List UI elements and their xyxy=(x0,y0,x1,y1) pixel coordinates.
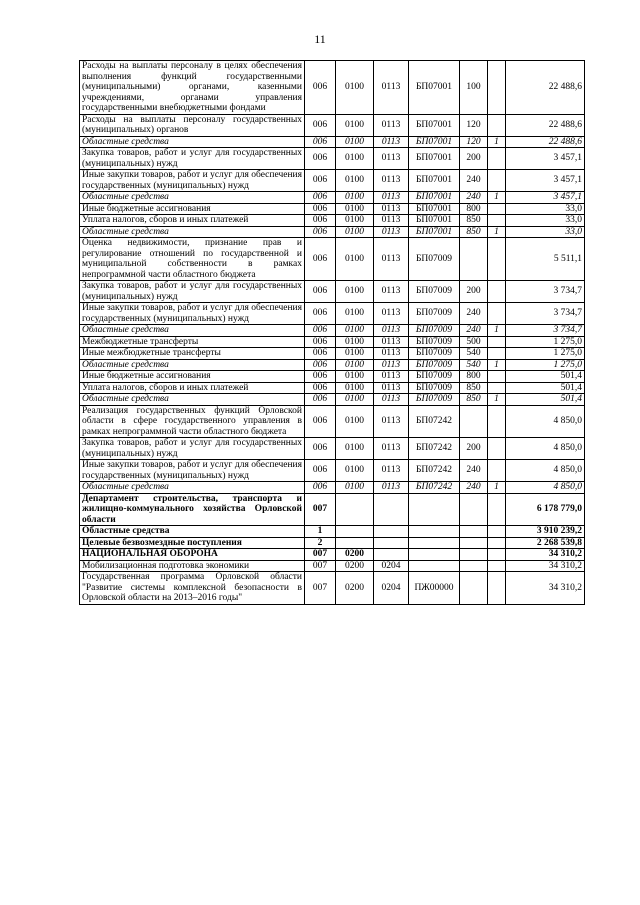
expense-type-code: 240 xyxy=(460,325,488,337)
funding-source-code xyxy=(488,549,506,561)
subsection-code xyxy=(374,493,409,526)
target-article-code: БП07242 xyxy=(409,482,460,494)
amount: 6 178 779,0 xyxy=(506,493,585,526)
section-code xyxy=(336,493,374,526)
expense-type-code: 800 xyxy=(460,203,488,215)
target-article-code: БП07001 xyxy=(409,136,460,148)
funding-source-code: 1 xyxy=(488,359,506,371)
section-code: 0100 xyxy=(336,325,374,337)
target-article-code: БП07009 xyxy=(409,348,460,360)
department-code: 006 xyxy=(305,405,336,438)
expense-type-code xyxy=(460,526,488,538)
section-code: 0100 xyxy=(336,359,374,371)
section-code: 0100 xyxy=(336,405,374,438)
target-article-code: БП07001 xyxy=(409,114,460,136)
target-article-code xyxy=(409,560,460,572)
target-article-code xyxy=(409,549,460,561)
subsection-code: 0113 xyxy=(374,215,409,227)
funding-source-code xyxy=(488,238,506,281)
table-row xyxy=(80,493,585,526)
department-code: 006 xyxy=(305,394,336,406)
section-code: 0100 xyxy=(336,215,374,227)
row-description: Закупка товаров, работ и услуг для государственных (муниципальных) нужд xyxy=(80,438,305,460)
row-description: Областные средства xyxy=(80,325,305,337)
target-article-code: БП07001 xyxy=(409,170,460,192)
section-code: 0100 xyxy=(336,394,374,406)
expense-type-code: 200 xyxy=(460,148,488,170)
amount: 3 457,1 xyxy=(506,192,585,204)
funding-source-code: 1 xyxy=(488,325,506,337)
department-code: 006 xyxy=(305,336,336,348)
department-code: 006 xyxy=(305,203,336,215)
amount: 3 734,7 xyxy=(506,281,585,303)
department-code: 007 xyxy=(305,572,336,605)
target-article-code: БП07001 xyxy=(409,148,460,170)
subsection-code: 0113 xyxy=(374,170,409,192)
subsection-code: 0113 xyxy=(374,303,409,325)
section-code: 0100 xyxy=(336,148,374,170)
target-article-code xyxy=(409,493,460,526)
amount: 22 488,6 xyxy=(506,61,585,115)
table-row xyxy=(80,371,585,383)
amount: 3 734,7 xyxy=(506,325,585,337)
table-row xyxy=(80,336,585,348)
table-row xyxy=(80,148,585,170)
table-row xyxy=(80,114,585,136)
table-row xyxy=(80,382,585,394)
section-code: 0100 xyxy=(336,281,374,303)
expense-type-code: 120 xyxy=(460,114,488,136)
funding-source-code: 1 xyxy=(488,192,506,204)
amount: 34 310,2 xyxy=(506,572,585,605)
expense-type-code: 500 xyxy=(460,336,488,348)
target-article-code: БП07001 xyxy=(409,61,460,115)
funding-source-code xyxy=(488,460,506,482)
budget-table xyxy=(79,60,585,605)
section-code xyxy=(336,526,374,538)
expense-type-code: 240 xyxy=(460,170,488,192)
expense-type-code: 240 xyxy=(460,482,488,494)
funding-source-code xyxy=(488,572,506,605)
target-article-code: БП07001 xyxy=(409,226,460,238)
expense-type-code: 240 xyxy=(460,192,488,204)
subsection-code: 0113 xyxy=(374,136,409,148)
section-code: 0100 xyxy=(336,482,374,494)
department-code: 006 xyxy=(305,371,336,383)
row-description: Уплата налогов, сборов и иных платежей xyxy=(80,215,305,227)
department-code: 006 xyxy=(305,482,336,494)
target-article-code: БП07009 xyxy=(409,336,460,348)
subsection-code: 0113 xyxy=(374,405,409,438)
subsection-code xyxy=(374,549,409,561)
expense-type-code xyxy=(460,537,488,549)
row-description: Областные средства xyxy=(80,192,305,204)
subsection-code: 0113 xyxy=(374,382,409,394)
expense-type-code xyxy=(460,405,488,438)
funding-source-code: 1 xyxy=(488,136,506,148)
section-code: 0200 xyxy=(336,560,374,572)
department-code: 006 xyxy=(305,238,336,281)
table-row xyxy=(80,281,585,303)
funding-source-code xyxy=(488,336,506,348)
department-code: 006 xyxy=(305,226,336,238)
funding-source-code xyxy=(488,148,506,170)
target-article-code xyxy=(409,526,460,538)
target-article-code: БП07009 xyxy=(409,281,460,303)
table-row xyxy=(80,203,585,215)
subsection-code: 0113 xyxy=(374,325,409,337)
section-code: 0100 xyxy=(336,460,374,482)
subsection-code: 0113 xyxy=(374,148,409,170)
funding-source-code xyxy=(488,405,506,438)
table-row xyxy=(80,170,585,192)
department-code: 006 xyxy=(305,359,336,371)
row-description: НАЦИОНАЛЬНАЯ ОБОРОНА xyxy=(80,549,305,561)
target-article-code: БП07001 xyxy=(409,215,460,227)
subsection-code: 0204 xyxy=(374,572,409,605)
row-description: Иные бюджетные ассигнования xyxy=(80,371,305,383)
amount: 3 734,7 xyxy=(506,303,585,325)
table-row xyxy=(80,460,585,482)
section-code: 0100 xyxy=(336,336,374,348)
department-code: 007 xyxy=(305,560,336,572)
subsection-code: 0113 xyxy=(374,371,409,383)
subsection-code: 0204 xyxy=(374,560,409,572)
expense-type-code: 850 xyxy=(460,226,488,238)
table-row xyxy=(80,226,585,238)
amount: 3 910 239,2 xyxy=(506,526,585,538)
section-code: 0100 xyxy=(336,226,374,238)
target-article-code: ПЖ00000 xyxy=(409,572,460,605)
target-article-code: БП07009 xyxy=(409,394,460,406)
target-article-code: БП07009 xyxy=(409,382,460,394)
table-row xyxy=(80,348,585,360)
amount: 501,4 xyxy=(506,371,585,383)
row-description: Областные средства xyxy=(80,526,305,538)
amount: 5 511,1 xyxy=(506,238,585,281)
table-row xyxy=(80,394,585,406)
row-description: Оценка недвижимости, признание прав и регулирование отношений по государственной и муниципальной собственности в рамках непрограммной части областного бюджета xyxy=(80,238,305,281)
funding-source-code xyxy=(488,537,506,549)
row-description: Расходы на выплаты персоналу государственных (муниципальных) органов xyxy=(80,114,305,136)
amount: 33,0 xyxy=(506,226,585,238)
department-code: 006 xyxy=(305,348,336,360)
amount: 3 457,1 xyxy=(506,148,585,170)
subsection-code: 0113 xyxy=(374,192,409,204)
section-code: 0100 xyxy=(336,371,374,383)
row-description: Областные средства xyxy=(80,482,305,494)
target-article-code: БП07009 xyxy=(409,325,460,337)
expense-type-code: 200 xyxy=(460,438,488,460)
amount: 4 850,0 xyxy=(506,460,585,482)
department-code: 006 xyxy=(305,303,336,325)
amount: 22 488,6 xyxy=(506,136,585,148)
amount: 34 310,2 xyxy=(506,549,585,561)
funding-source-code xyxy=(488,493,506,526)
section-code: 0100 xyxy=(336,136,374,148)
department-code: 006 xyxy=(305,325,336,337)
target-article-code: БП07009 xyxy=(409,238,460,281)
funding-source-code xyxy=(488,281,506,303)
amount: 3 457,1 xyxy=(506,170,585,192)
row-description: Департамент строительства, транспорта и жилищно-коммунального хозяйства Орловской области xyxy=(80,493,305,526)
section-code: 0100 xyxy=(336,114,374,136)
department-code: 006 xyxy=(305,281,336,303)
row-description: Закупка товаров, работ и услуг для государственных (муниципальных) нужд xyxy=(80,148,305,170)
row-description: Закупка товаров, работ и услуг для государственных (муниципальных) нужд xyxy=(80,281,305,303)
section-code: 0100 xyxy=(336,170,374,192)
funding-source-code: 1 xyxy=(488,226,506,238)
expense-type-code: 850 xyxy=(460,215,488,227)
expense-type-code: 100 xyxy=(460,61,488,115)
row-description: Областные средства xyxy=(80,136,305,148)
table-row xyxy=(80,325,585,337)
table-row xyxy=(80,438,585,460)
target-article-code: БП07001 xyxy=(409,203,460,215)
expense-type-code: 850 xyxy=(460,394,488,406)
table-row xyxy=(80,303,585,325)
row-description: Иные бюджетные ассигнования xyxy=(80,203,305,215)
expense-type-code: 120 xyxy=(460,136,488,148)
expense-type-code: 850 xyxy=(460,382,488,394)
department-code: 007 xyxy=(305,493,336,526)
section-code: 0100 xyxy=(336,203,374,215)
table-row xyxy=(80,215,585,227)
department-code: 1 xyxy=(305,526,336,538)
department-code: 006 xyxy=(305,61,336,115)
target-article-code: БП07242 xyxy=(409,405,460,438)
subsection-code: 0113 xyxy=(374,438,409,460)
expense-type-code xyxy=(460,238,488,281)
amount: 33,0 xyxy=(506,215,585,227)
department-code: 2 xyxy=(305,537,336,549)
section-code: 0100 xyxy=(336,192,374,204)
table-row xyxy=(80,238,585,281)
section-code: 0200 xyxy=(336,572,374,605)
target-article-code xyxy=(409,537,460,549)
row-description: Областные средства xyxy=(80,359,305,371)
department-code: 006 xyxy=(305,460,336,482)
row-description: Мобилизационная подготовка экономики xyxy=(80,560,305,572)
department-code: 006 xyxy=(305,148,336,170)
expense-type-code: 240 xyxy=(460,303,488,325)
subsection-code: 0113 xyxy=(374,238,409,281)
row-description: Иные межбюджетные трансферты xyxy=(80,348,305,360)
funding-source-code: 1 xyxy=(488,482,506,494)
table-row xyxy=(80,560,585,572)
amount: 1 275,0 xyxy=(506,336,585,348)
table-row xyxy=(80,549,585,561)
target-article-code: БП07242 xyxy=(409,460,460,482)
table-row xyxy=(80,359,585,371)
subsection-code: 0113 xyxy=(374,114,409,136)
table-row xyxy=(80,526,585,538)
row-description: Расходы на выплаты персоналу в целях обеспечения выполнения функций государственными (муниципальными) органами, казенными учреждениями, органами управления государственными внебюджетными фондами xyxy=(80,61,305,115)
expense-type-code xyxy=(460,572,488,605)
funding-source-code xyxy=(488,203,506,215)
amount: 501,4 xyxy=(506,394,585,406)
subsection-code xyxy=(374,537,409,549)
table-row xyxy=(80,405,585,438)
expense-type-code xyxy=(460,560,488,572)
row-description: Государственная программа Орловской области "Развитие системы комплексной безопасности в Орловской области на 2013–2016 годы" xyxy=(80,572,305,605)
expense-type-code: 800 xyxy=(460,371,488,383)
row-description: Иные закупки товаров, работ и услуг для обеспечения государственных (муниципальных) нужд xyxy=(80,170,305,192)
section-code xyxy=(336,537,374,549)
row-description: Реализация государственных функций Орловской области в сфере государственного управления в рамках непрограммной части областного бюджета xyxy=(80,405,305,438)
row-description: Межбюджетные трансферты xyxy=(80,336,305,348)
funding-source-code xyxy=(488,560,506,572)
row-description: Иные закупки товаров, работ и услуг для обеспечения государственных (муниципальных) нужд xyxy=(80,460,305,482)
funding-source-code xyxy=(488,215,506,227)
amount: 4 850,0 xyxy=(506,438,585,460)
section-code: 0100 xyxy=(336,382,374,394)
section-code: 0200 xyxy=(336,549,374,561)
expense-type-code: 540 xyxy=(460,348,488,360)
row-description: Уплата налогов, сборов и иных платежей xyxy=(80,382,305,394)
target-article-code: БП07009 xyxy=(409,303,460,325)
funding-source-code xyxy=(488,371,506,383)
funding-source-code xyxy=(488,382,506,394)
amount: 501,4 xyxy=(506,382,585,394)
table-row xyxy=(80,192,585,204)
department-code: 006 xyxy=(305,192,336,204)
target-article-code: БП07242 xyxy=(409,438,460,460)
section-code: 0100 xyxy=(336,348,374,360)
expense-type-code: 540 xyxy=(460,359,488,371)
funding-source-code xyxy=(488,526,506,538)
amount: 1 275,0 xyxy=(506,359,585,371)
funding-source-code xyxy=(488,61,506,115)
target-article-code: БП07009 xyxy=(409,371,460,383)
subsection-code: 0113 xyxy=(374,281,409,303)
funding-source-code xyxy=(488,348,506,360)
amount: 33,0 xyxy=(506,203,585,215)
row-description: Областные средства xyxy=(80,226,305,238)
department-code: 006 xyxy=(305,215,336,227)
target-article-code: БП07001 xyxy=(409,192,460,204)
subsection-code: 0113 xyxy=(374,336,409,348)
subsection-code: 0113 xyxy=(374,359,409,371)
row-description: Областные средства xyxy=(80,394,305,406)
department-code: 006 xyxy=(305,438,336,460)
amount: 22 488,6 xyxy=(506,114,585,136)
section-code: 0100 xyxy=(336,238,374,281)
funding-source-code xyxy=(488,438,506,460)
expense-type-code: 240 xyxy=(460,460,488,482)
table-row xyxy=(80,482,585,494)
subsection-code: 0113 xyxy=(374,203,409,215)
funding-source-code: 1 xyxy=(488,394,506,406)
amount: 2 268 539,8 xyxy=(506,537,585,549)
section-code: 0100 xyxy=(336,61,374,115)
target-article-code: БП07009 xyxy=(409,359,460,371)
subsection-code: 0113 xyxy=(374,394,409,406)
subsection-code: 0113 xyxy=(374,460,409,482)
subsection-code: 0113 xyxy=(374,482,409,494)
subsection-code: 0113 xyxy=(374,348,409,360)
expense-type-code xyxy=(460,493,488,526)
funding-source-code xyxy=(488,170,506,192)
subsection-code: 0113 xyxy=(374,61,409,115)
department-code: 006 xyxy=(305,136,336,148)
amount: 1 275,0 xyxy=(506,348,585,360)
subsection-code: 0113 xyxy=(374,226,409,238)
page-number: 11 xyxy=(314,32,326,46)
funding-source-code xyxy=(488,303,506,325)
section-code: 0100 xyxy=(336,303,374,325)
section-code: 0100 xyxy=(336,438,374,460)
expense-type-code: 200 xyxy=(460,281,488,303)
amount: 4 850,0 xyxy=(506,482,585,494)
table-row xyxy=(80,537,585,549)
subsection-code xyxy=(374,526,409,538)
amount: 34 310,2 xyxy=(506,560,585,572)
table-row xyxy=(80,572,585,605)
table-row xyxy=(80,61,585,115)
department-code: 006 xyxy=(305,382,336,394)
department-code: 007 xyxy=(305,549,336,561)
row-description: Целевые безвозмездные поступления xyxy=(80,537,305,549)
department-code: 006 xyxy=(305,114,336,136)
table-row xyxy=(80,136,585,148)
amount: 4 850,0 xyxy=(506,405,585,438)
department-code: 006 xyxy=(305,170,336,192)
expense-type-code xyxy=(460,549,488,561)
row-description: Иные закупки товаров, работ и услуг для обеспечения государственных (муниципальных) нужд xyxy=(80,303,305,325)
funding-source-code xyxy=(488,114,506,136)
